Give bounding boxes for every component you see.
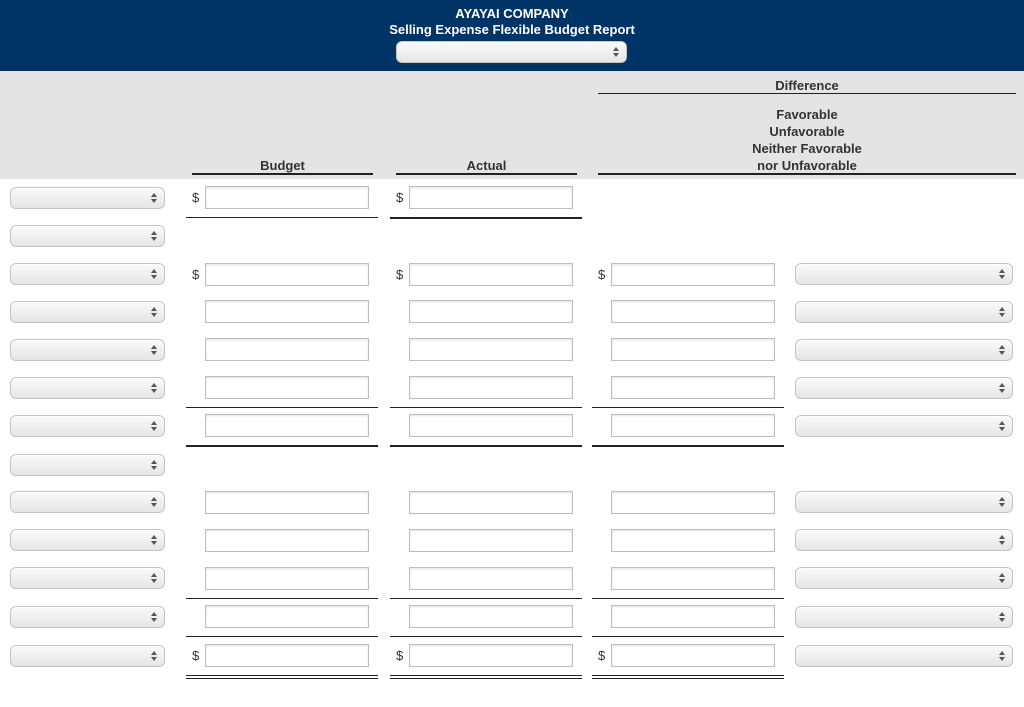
budget-input[interactable] xyxy=(205,644,369,667)
difference-input[interactable] xyxy=(611,338,775,361)
select-arrows-icon xyxy=(998,610,1006,624)
difference-grand-total-rule xyxy=(592,675,784,679)
currency-symbol: $ xyxy=(598,648,606,663)
select-arrows-icon xyxy=(150,533,158,547)
select-arrows-icon xyxy=(150,381,158,395)
favorable-select[interactable] xyxy=(795,491,1013,513)
budget-underline xyxy=(186,217,378,218)
actual-underline xyxy=(390,217,582,219)
budget-input[interactable] xyxy=(205,414,369,437)
budget-input[interactable] xyxy=(205,338,369,361)
actual-heading: Actual xyxy=(466,158,507,173)
actual-input[interactable] xyxy=(409,300,573,323)
select-arrows-icon xyxy=(998,267,1006,281)
budget-input[interactable] xyxy=(205,300,369,323)
currency-symbol: $ xyxy=(396,648,404,663)
favorable-select[interactable] xyxy=(795,377,1013,399)
difference-input[interactable] xyxy=(611,414,775,437)
currency-symbol: $ xyxy=(192,190,200,205)
favorable-select[interactable] xyxy=(795,606,1013,628)
actual-grand-total-rule xyxy=(390,675,582,679)
select-arrows-icon xyxy=(150,610,158,624)
difference-options-list xyxy=(598,106,1016,174)
actual-input[interactable] xyxy=(409,644,573,667)
actual-input[interactable] xyxy=(409,491,573,514)
row-label-select[interactable] xyxy=(10,225,165,247)
row-label-select[interactable] xyxy=(10,606,165,628)
currency-symbol: $ xyxy=(396,190,404,205)
budget-total-rule xyxy=(186,445,378,447)
select-arrows-icon xyxy=(998,305,1006,319)
difference-input[interactable] xyxy=(611,300,775,323)
select-arrows-icon xyxy=(150,495,158,509)
favorable-select[interactable] xyxy=(795,301,1013,323)
actual-subtotal-rule xyxy=(390,407,582,408)
actual-input[interactable] xyxy=(409,263,573,286)
actual-total-rule xyxy=(390,445,582,447)
budget-rule xyxy=(192,173,373,175)
option-neither-favorable: Neither Favorable xyxy=(752,141,862,156)
select-arrows-icon xyxy=(150,649,158,663)
option-unfavorable: Unfavorable xyxy=(769,124,845,139)
budget-input[interactable] xyxy=(205,491,369,514)
budget-input[interactable] xyxy=(205,376,369,399)
currency-symbol: $ xyxy=(396,267,404,282)
select-arrows-icon xyxy=(150,305,158,319)
select-arrows-icon xyxy=(998,343,1006,357)
difference-input[interactable] xyxy=(611,605,775,628)
difference-total-rule xyxy=(592,445,784,447)
difference-input[interactable] xyxy=(611,567,775,590)
actual-input[interactable] xyxy=(409,414,573,437)
difference-subtotal-rule xyxy=(592,407,784,408)
period-select[interactable] xyxy=(396,41,627,63)
difference-bottom-rule xyxy=(598,173,1016,175)
budget-subtotal-rule xyxy=(186,636,378,637)
select-arrows-icon xyxy=(150,267,158,281)
row-label-select[interactable] xyxy=(10,491,165,513)
actual-input[interactable] xyxy=(409,338,573,361)
difference-subtotal-rule xyxy=(592,598,784,599)
difference-input[interactable] xyxy=(611,491,775,514)
row-label-select[interactable] xyxy=(10,567,165,589)
row-label-select[interactable] xyxy=(10,339,165,361)
budget-input[interactable] xyxy=(205,263,369,286)
budget-input[interactable] xyxy=(205,529,369,552)
select-arrows-icon xyxy=(998,495,1006,509)
select-arrows-icon xyxy=(150,343,158,357)
favorable-select[interactable] xyxy=(795,645,1013,667)
actual-rule xyxy=(396,173,577,175)
actual-subtotal-rule xyxy=(390,636,582,637)
option-nor-unfavorable: nor Unfavorable xyxy=(757,158,857,173)
row-label-select[interactable] xyxy=(10,187,165,209)
budget-subtotal-rule xyxy=(186,407,378,408)
difference-input[interactable] xyxy=(611,376,775,399)
favorable-select[interactable] xyxy=(795,529,1013,551)
budget-input[interactable] xyxy=(205,567,369,590)
select-arrows-icon xyxy=(998,533,1006,547)
currency-symbol: $ xyxy=(192,648,200,663)
budget-input[interactable] xyxy=(205,605,369,628)
select-arrows-icon xyxy=(150,419,158,433)
report-header xyxy=(0,0,1024,71)
actual-input[interactable] xyxy=(409,567,573,590)
favorable-select[interactable] xyxy=(795,567,1013,589)
difference-input[interactable] xyxy=(611,263,775,286)
difference-subtotal-rule xyxy=(592,636,784,637)
row-label-select[interactable] xyxy=(10,529,165,551)
difference-input[interactable] xyxy=(611,644,775,667)
select-arrows-icon xyxy=(150,229,158,243)
select-arrows-icon xyxy=(998,419,1006,433)
select-arrows-icon xyxy=(998,649,1006,663)
budget-heading: Budget xyxy=(260,158,305,173)
row-label-select[interactable] xyxy=(10,377,165,399)
difference-rule xyxy=(598,93,1016,94)
select-arrows-icon xyxy=(150,191,158,205)
budget-subtotal-rule xyxy=(186,598,378,599)
actual-input[interactable] xyxy=(409,529,573,552)
actual-subtotal-rule xyxy=(390,598,582,599)
row-label-select[interactable] xyxy=(10,301,165,323)
row-label-select[interactable] xyxy=(10,415,165,437)
difference-input[interactable] xyxy=(611,529,775,552)
actual-input[interactable] xyxy=(409,605,573,628)
select-arrows-icon xyxy=(150,571,158,585)
option-favorable: Favorable xyxy=(776,107,838,122)
favorable-select[interactable] xyxy=(795,339,1013,361)
favorable-select[interactable] xyxy=(795,263,1013,285)
row-label-select[interactable] xyxy=(10,454,165,476)
actual-input[interactable] xyxy=(409,376,573,399)
row-label-select[interactable] xyxy=(10,263,165,285)
difference-heading: Difference xyxy=(775,78,839,93)
company-name: AYAYAI COMPANY xyxy=(455,6,569,21)
row-label-select[interactable] xyxy=(10,645,165,667)
favorable-select[interactable] xyxy=(795,415,1013,437)
actual-input[interactable] xyxy=(409,186,573,209)
select-arrows-icon xyxy=(998,381,1006,395)
budget-grand-total-rule xyxy=(186,675,378,679)
column-headings xyxy=(0,71,1024,179)
currency-symbol: $ xyxy=(598,267,606,282)
select-arrows-icon xyxy=(998,571,1006,585)
select-arrows-icon xyxy=(150,458,158,472)
select-arrows-icon xyxy=(612,45,620,59)
report-title: Selling Expense Flexible Budget Report xyxy=(389,22,635,37)
currency-symbol: $ xyxy=(192,267,200,282)
budget-input[interactable] xyxy=(205,186,369,209)
